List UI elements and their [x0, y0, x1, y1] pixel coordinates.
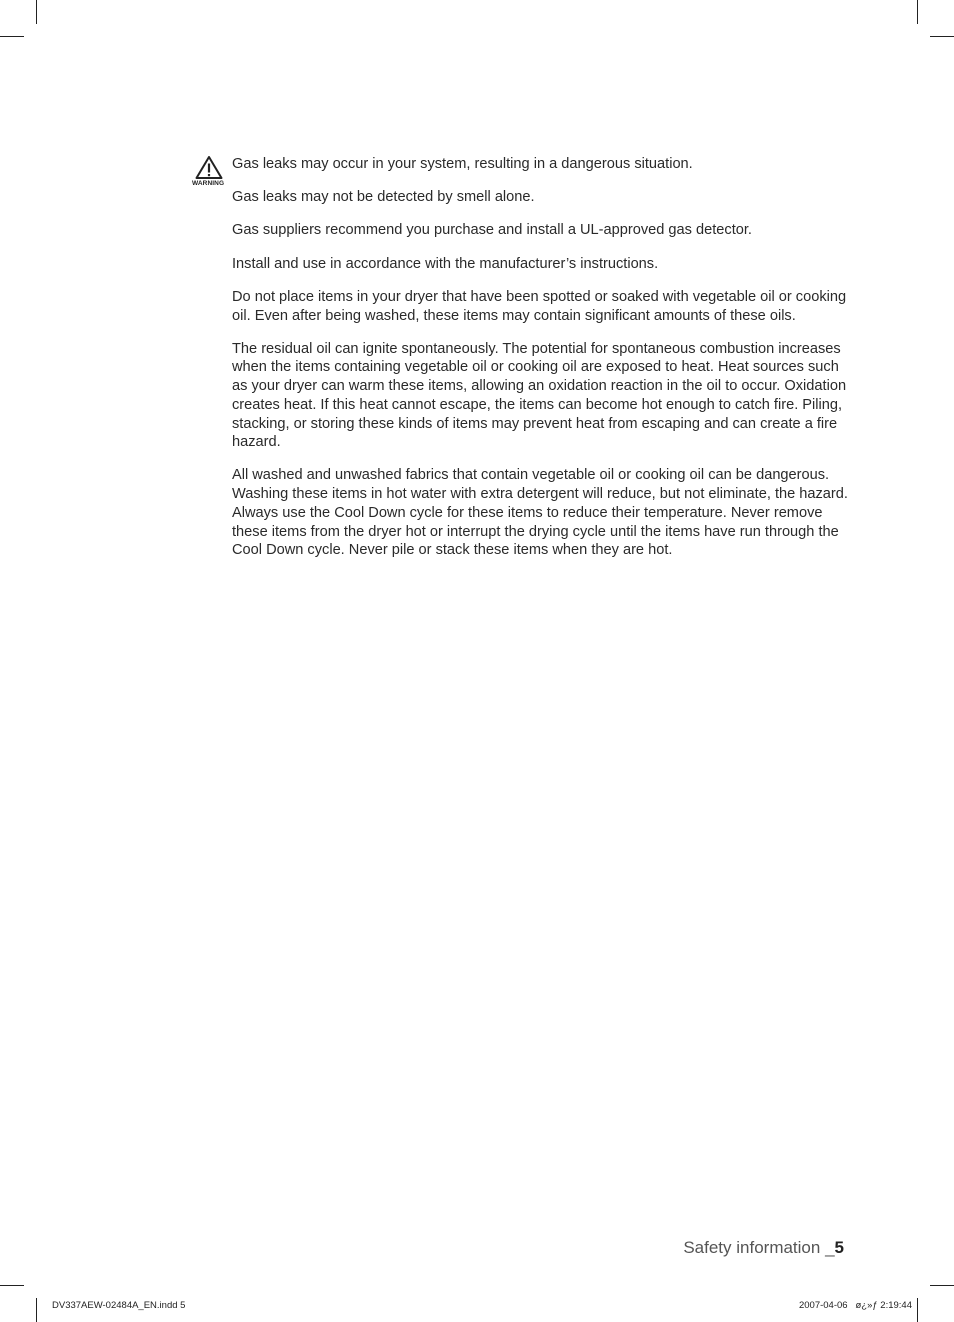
- paragraph: Gas suppliers recommend you purchase and install a UL-approved gas detector.: [232, 222, 752, 239]
- slug-timestamp: 2007-04-06 ø¿»ƒ 2:19:44: [798, 1300, 912, 1311]
- paragraph: Gas leaks may not be detected by smell alone.: [232, 189, 535, 206]
- paragraph: Do not place items in your dryer that have been spotted or soaked with vegetable oil or cooking oil. Even after being washed, these items may contain significant amounts of these oils.: [232, 288, 847, 324]
- warning-block: [193, 155, 227, 187]
- warning-triangle-icon: [195, 155, 223, 180]
- crop-mark: [930, 36, 954, 37]
- paragraph: All washed and unwashed fabrics that contain vegetable oil or cooking oil can be dangerous. Washing these items in hot water with extra detergent will reduce, but not eliminate, the hazard. Always use the Cool Down cycle for these items to reduce their temperature. Never remove these items from the dryer hot or interrupt the drying cycle until the items have run through the Cool Down cycle. Never pile or stack these items when they are hot.: [232, 467, 848, 559]
- crop-mark: [917, 0, 918, 24]
- crop-mark: [36, 1298, 37, 1322]
- section-label: Safety information _: [683, 1238, 835, 1257]
- crop-mark: [917, 1298, 918, 1322]
- slug-filename: DV337AEW-02484A_EN.indd 5: [52, 1300, 186, 1311]
- paragraph: Install and use in accordance with the manufacturer’s instructions.: [232, 255, 659, 272]
- paragraph: The residual oil can ignite spontaneously. The potential for spontaneous combustion increases when the items containing vegetable oil or cooking oil are exposed to heat. Heat sources such as your dryer can warm these items, allowing an oxidation reaction in the oil to occur. Oxidation creates heat. If this heat cannot escape, the items can become hot enough to catch fire. Piling, stacking, or storing these kinds of items may prevent heat from escaping and can create a fire hazard.: [232, 340, 847, 451]
- paragraph: Gas leaks may occur in your system, resulting in a dangerous situation.: [232, 156, 693, 172]
- crop-mark: [0, 1285, 24, 1286]
- warning-text: [232, 155, 848, 574]
- page-footer: [683, 1238, 844, 1258]
- page-number: 5: [834, 1238, 844, 1257]
- crop-mark: [930, 1285, 954, 1286]
- warning-label: WARNING: [192, 180, 225, 187]
- crop-mark: [36, 0, 37, 24]
- crop-mark: [0, 36, 24, 37]
